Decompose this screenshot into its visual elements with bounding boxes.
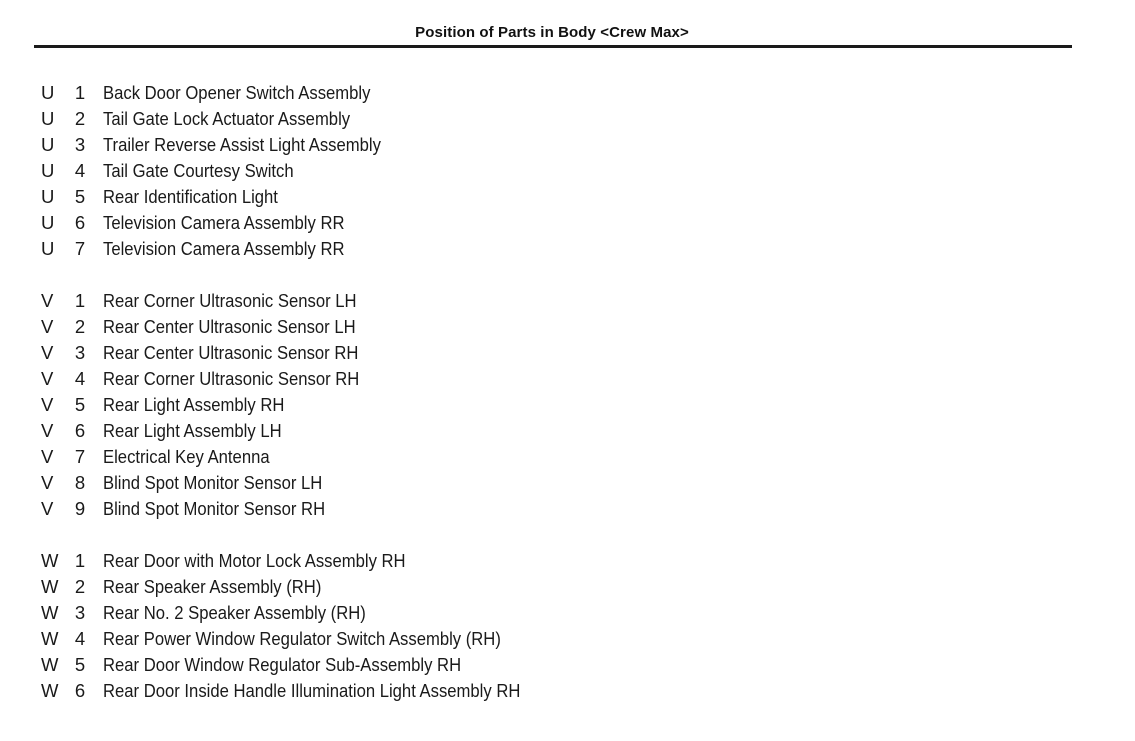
list-item (38, 600, 567, 626)
part-number: 2 (74, 576, 86, 597)
part-number: 4 (74, 160, 86, 181)
list-item (38, 574, 567, 600)
list-item (38, 626, 567, 652)
part-name: Rear Corner Ultrasonic Sensor RH (103, 368, 360, 389)
part-name: Tail Gate Courtesy Switch (103, 160, 294, 181)
part-number: 2 (74, 316, 86, 337)
part-number: 6 (74, 680, 86, 701)
list-item (38, 366, 567, 392)
part-name: Tail Gate Lock Actuator Assembly (103, 108, 351, 129)
part-number: 7 (74, 446, 86, 467)
page-title: Position of Parts in Body <Crew Max> (415, 24, 689, 41)
part-name: Rear No. 2 Speaker Assembly (RH) (103, 602, 366, 623)
group-letter: U (41, 108, 55, 129)
part-name: Rear Center Ultrasonic Sensor RH (103, 342, 359, 363)
group-letter: W (41, 550, 59, 571)
part-number: 7 (74, 238, 86, 259)
part-number: 5 (74, 394, 86, 415)
parts-group-w (38, 548, 567, 704)
group-letter: W (41, 654, 59, 675)
part-name: Television Camera Assembly RR (103, 212, 345, 233)
part-number: 4 (74, 628, 86, 649)
part-name: Trailer Reverse Assist Light Assembly (103, 134, 381, 155)
list-item (38, 80, 567, 106)
part-name: Electrical Key Antenna (103, 446, 270, 467)
group-letter: V (41, 498, 54, 519)
part-number: 3 (74, 134, 86, 155)
list-item (38, 132, 567, 158)
part-number: 1 (74, 82, 86, 103)
list-item (38, 210, 567, 236)
title-divider (34, 45, 1072, 48)
group-letter: U (41, 238, 55, 259)
list-item (38, 470, 567, 496)
group-letter: U (41, 82, 55, 103)
group-letter: U (41, 186, 55, 207)
list-item (38, 418, 567, 444)
part-number: 1 (74, 550, 86, 571)
list-item (38, 652, 567, 678)
part-name: Rear Speaker Assembly (RH) (103, 576, 322, 597)
parts-group-u (38, 80, 567, 262)
group-letter: W (41, 680, 59, 701)
part-number: 5 (74, 186, 86, 207)
group-letter: V (41, 446, 54, 467)
list-item (38, 392, 567, 418)
part-number: 9 (74, 498, 86, 519)
part-name: Back Door Opener Switch Assembly (103, 82, 371, 103)
part-number: 6 (74, 420, 86, 441)
group-letter: V (41, 394, 54, 415)
part-number: 4 (74, 368, 86, 389)
list-item (38, 184, 567, 210)
part-name: Rear Identification Light (103, 186, 278, 207)
part-name: Rear Corner Ultrasonic Sensor LH (103, 290, 357, 311)
list-item (38, 106, 567, 132)
list-item (38, 288, 567, 314)
part-name: Rear Door Window Regulator Sub-Assembly RH (103, 654, 462, 675)
part-number: 8 (74, 472, 86, 493)
group-letter: V (41, 316, 54, 337)
list-item (38, 496, 567, 522)
part-name: Rear Door with Motor Lock Assembly RH (103, 550, 406, 571)
part-name: Rear Light Assembly LH (103, 420, 282, 441)
part-number: 6 (74, 212, 86, 233)
group-letter: V (41, 420, 54, 441)
group-letter: V (41, 342, 54, 363)
part-name: Rear Power Window Regulator Switch Assembly (RH) (103, 628, 501, 649)
group-letter: V (41, 472, 54, 493)
list-item (38, 314, 567, 340)
group-letter: W (41, 628, 59, 649)
group-letter: W (41, 602, 59, 623)
list-item (38, 548, 567, 574)
part-name: Rear Center Ultrasonic Sensor LH (103, 316, 356, 337)
parts-group-v (38, 288, 567, 522)
group-letter: V (41, 290, 54, 311)
group-letter: W (41, 576, 59, 597)
group-letter: V (41, 368, 54, 389)
list-item (38, 340, 567, 366)
part-name: Rear Light Assembly RH (103, 394, 285, 415)
part-number: 5 (74, 654, 86, 675)
part-name: Blind Spot Monitor Sensor LH (103, 472, 323, 493)
part-name: Blind Spot Monitor Sensor RH (103, 498, 326, 519)
group-letter: U (41, 212, 55, 233)
list-item (38, 444, 567, 470)
part-number: 3 (74, 342, 86, 363)
part-number: 3 (74, 602, 86, 623)
group-letter: U (41, 134, 55, 155)
parts-list (38, 80, 567, 730)
part-number: 1 (74, 290, 86, 311)
list-item (38, 236, 567, 262)
part-number: 2 (74, 108, 86, 129)
group-letter: U (41, 160, 55, 181)
part-name: Rear Door Inside Handle Illumination Light Assembly RH (103, 680, 521, 701)
list-item (38, 158, 567, 184)
list-item (38, 678, 567, 704)
part-name: Television Camera Assembly RR (103, 238, 345, 259)
